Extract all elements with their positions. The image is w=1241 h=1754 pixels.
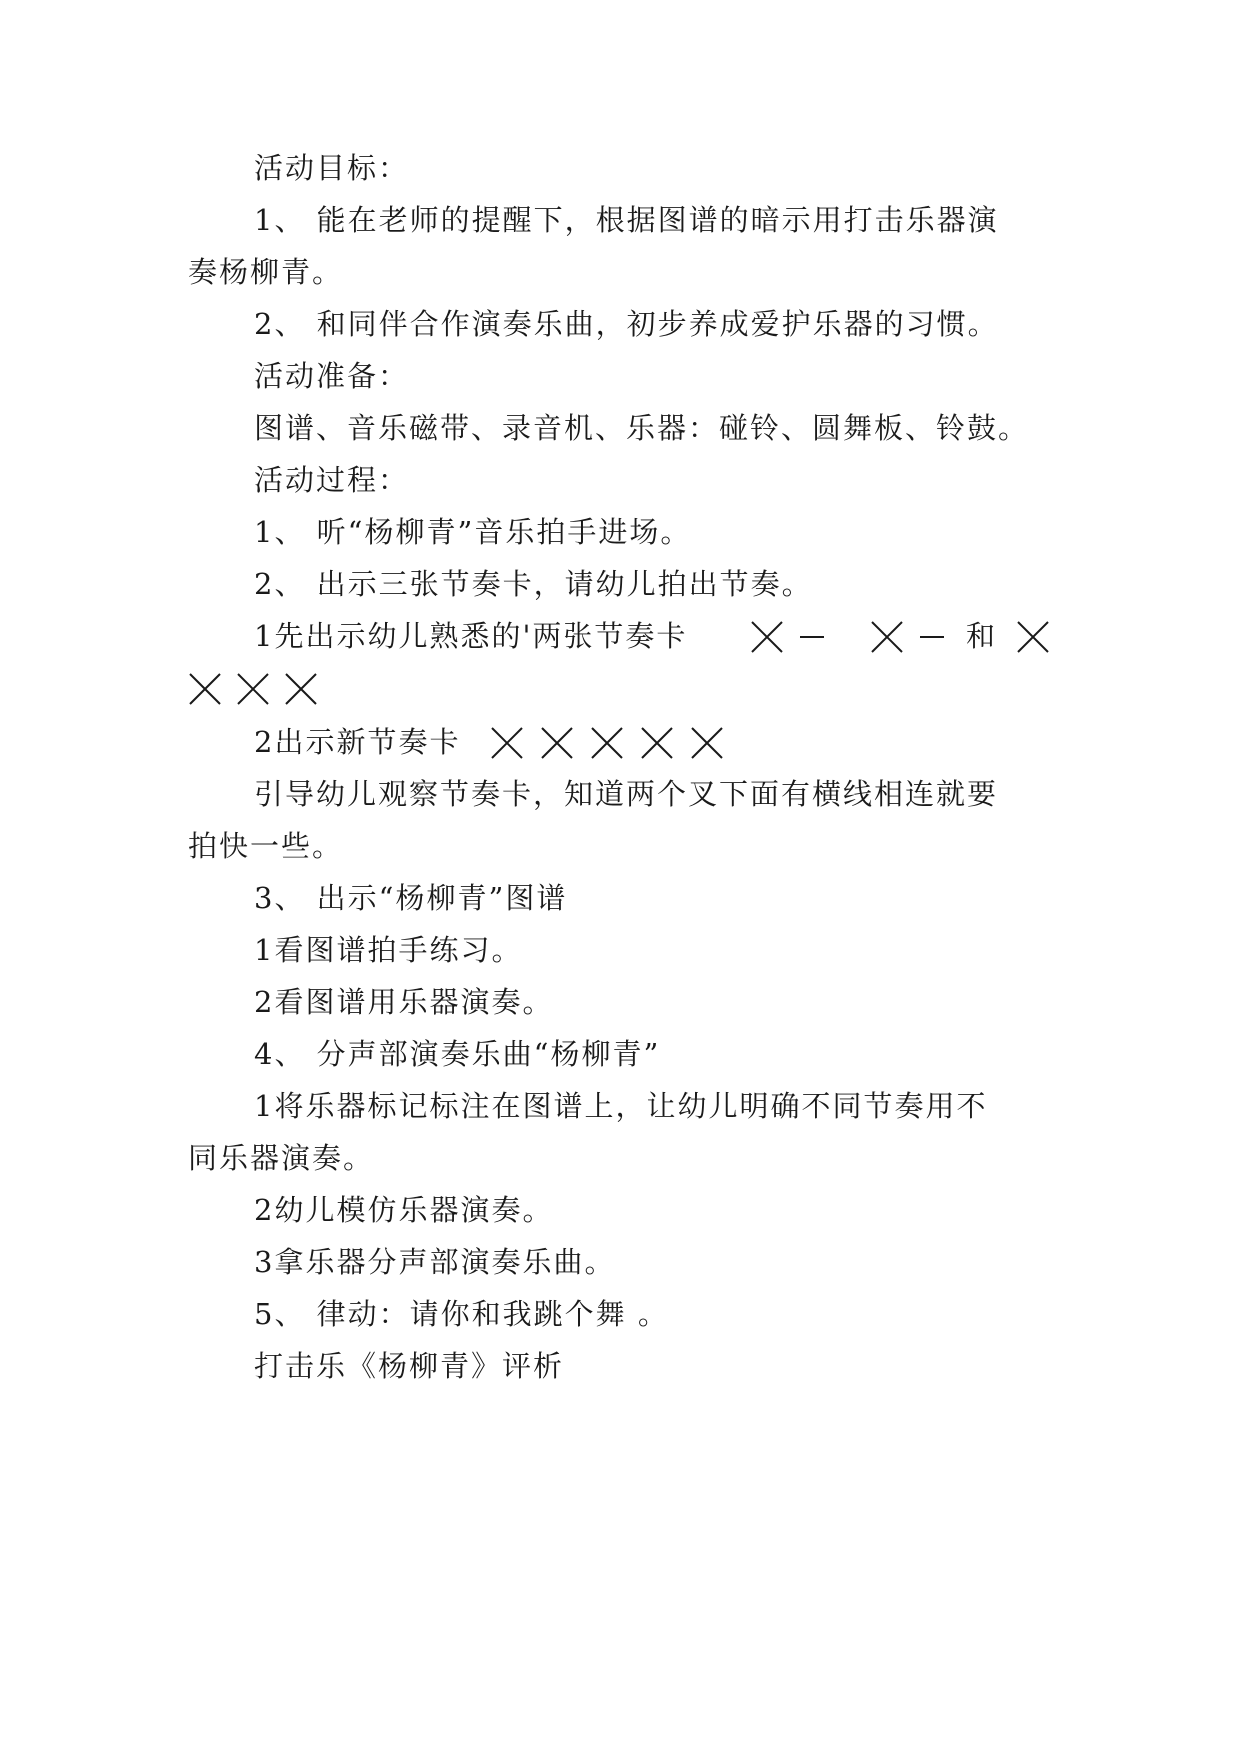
preparation-materials: 图谱、音乐磁带、录音机、乐器：碰铃、圆舞板、铃鼓。 — [254, 411, 1030, 445]
process-step-5: 5、 律动：请你和我跳个舞 。 — [254, 1297, 669, 1331]
process-step-4: 4、 分声部演奏乐曲“杨柳青” — [254, 1037, 661, 1071]
goal-item-2: 2、 和同伴合作演奏乐曲，初步养成爱护乐器的习惯。 — [254, 307, 999, 341]
rhythm-card-1 — [748, 616, 828, 656]
rhythm-card-3-start — [1014, 616, 1054, 656]
rhythm-card-new — [490, 722, 730, 762]
rhythm-card-2 — [868, 616, 948, 656]
rhythm-card-3-continued — [188, 670, 328, 710]
step-2-sub-1: 1先出示幼儿熟悉的'两张节奏卡 — [254, 619, 688, 653]
step-2-sub-2: 2出示新节奏卡 — [254, 725, 461, 759]
conjunction-and: 和 — [966, 619, 998, 653]
section-title-analysis: 打击乐《杨柳青》评析 — [254, 1349, 565, 1383]
step-4-sub-3: 3拿乐器分声部演奏乐曲。 — [254, 1245, 616, 1279]
step-3-sub-1: 1看图谱拍手练习。 — [254, 933, 523, 967]
heading-activity-preparation: 活动准备： — [254, 359, 410, 393]
heading-activity-process: 活动过程： — [254, 463, 410, 497]
process-step-2: 2、 出示三张节奏卡，请幼儿拍出节奏。 — [254, 567, 813, 601]
step-4-sub-1-continued: 同乐器演奏。 — [188, 1141, 375, 1175]
observation-guide: 引导幼儿观察节奏卡，知道两个叉下面有横线相连就要 — [254, 777, 999, 811]
goal-item-1: 1、 能在老师的提醒下，根据图谱的暗示用打击乐器演 — [254, 203, 999, 237]
step-4-sub-1: 1将乐器标记标注在图谱上，让幼儿明确不同节奏用不 — [254, 1089, 988, 1123]
process-step-3: 3、 出示“杨柳青”图谱 — [254, 881, 568, 915]
goal-item-1-continued: 奏杨柳青。 — [188, 255, 344, 289]
observation-guide-continued: 拍快一些。 — [188, 829, 344, 863]
step-3-sub-2: 2看图谱用乐器演奏。 — [254, 985, 554, 1019]
heading-activity-goals: 活动目标： — [254, 151, 410, 185]
step-4-sub-2: 2幼儿模仿乐器演奏。 — [254, 1193, 554, 1227]
process-step-1: 1、 听“杨柳青”音乐拍手进场。 — [254, 515, 692, 549]
